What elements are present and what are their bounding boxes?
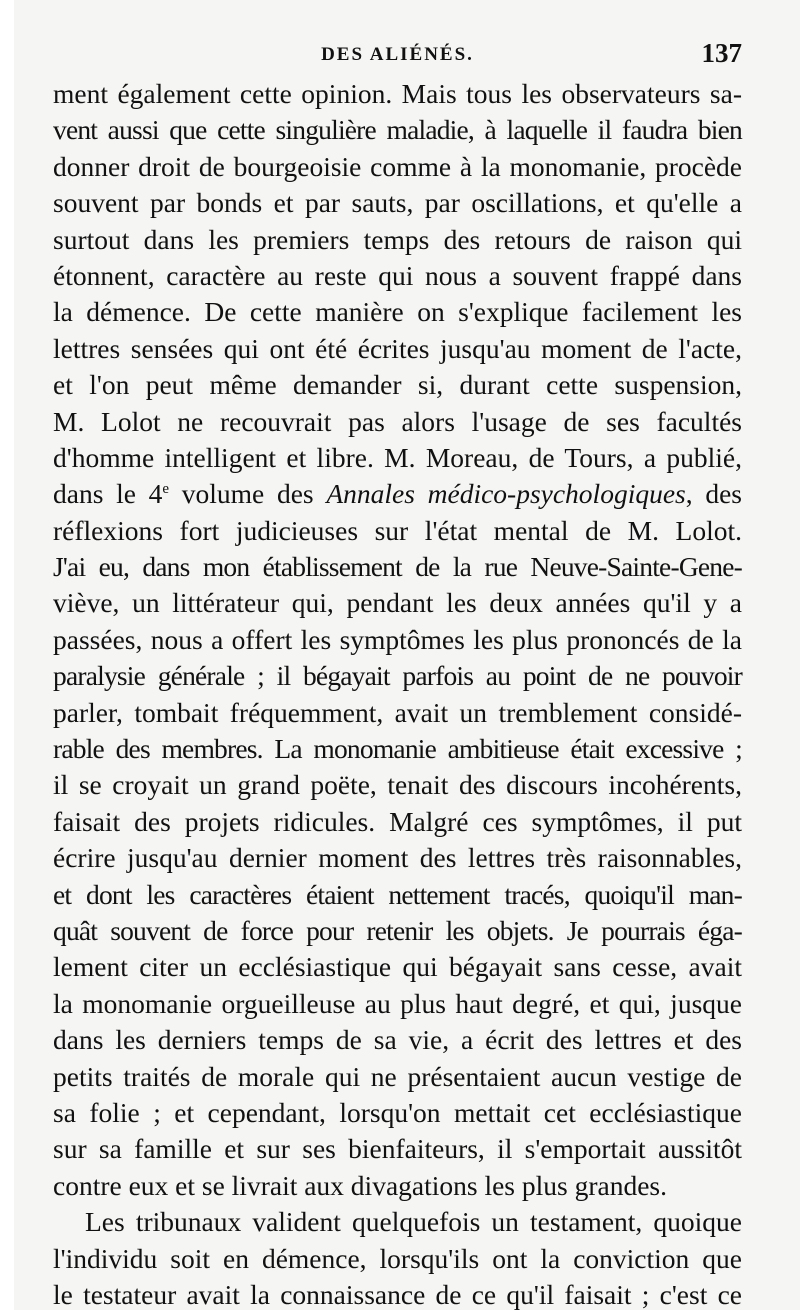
text-line: petits traités de morale qui ne présentaient aucun vestige de: [53, 1060, 742, 1092]
text-line: Les tribunaux valident quelquefois un testament, quoique: [85, 1206, 742, 1238]
text-line: paralysie générale ; il bégayait parfois au point de ne pouvoir: [53, 660, 742, 692]
text-line: surtout dans les premiers temps des retours de raison qui: [53, 223, 742, 255]
text-line: la monomanie orgueilleuse au plus haut degré, et qui, jusque: [53, 987, 742, 1019]
text-line: rable des membres. La monomanie ambitieuse était excessive ;: [53, 733, 742, 765]
text-line: étonnent, caractère au reste qui nous a souvent frappé dans: [53, 259, 742, 291]
text-line: vent aussi que cette singulière maladie, à laquelle il faudra bien: [53, 114, 742, 146]
text-line: dans le 4e volume des Annales médico-psychologiques, des: [53, 478, 742, 510]
text-line: réflexions fort judicieuses sur l'état mental de M. Lolot.: [53, 514, 742, 546]
text-line: dans les derniers temps de sa vie, a écrit des lettres et des: [53, 1024, 742, 1056]
running-head: DES ALIÉNÉS.: [321, 44, 474, 65]
text-line: souvent par bonds et par sauts, par oscillations, et qu'elle a: [53, 187, 742, 219]
text-line: viève, un littérateur qui, pendant les deux années qu'il y a: [53, 587, 742, 619]
text-line: il se croyait un grand poëte, tenait des discours incohérents,: [53, 769, 742, 801]
scan-margin: [0, 0, 14, 1310]
text-line: lement citer un ecclésiastique qui bégayait sans cesse, avait: [53, 951, 742, 983]
text-line: parler, tombait fréquemment, avait un tremblement considé-: [53, 696, 742, 728]
page-header: [53, 36, 742, 76]
text-line: passées, nous a offert les symptômes les plus prononcés de la: [53, 623, 742, 655]
text-line: contre eux et se livrait aux divagations les plus grandes.: [53, 1169, 667, 1201]
text-line: et dont les caractères étaient nettement tracés, quoiqu'il man-: [53, 878, 742, 910]
text-line: écrire jusqu'au dernier moment des lettres très raisonnables,: [53, 842, 742, 874]
text-line: d'homme intelligent et libre. M. Moreau, de Tours, a publié,: [53, 441, 742, 473]
text-line: faisait des projets ridicules. Malgré ces symptômes, il put: [53, 805, 742, 837]
text-line: quât souvent de force pour retenir les objets. Je pourrais éga-: [53, 914, 742, 946]
text-line: et l'on peut même demander si, durant cette suspension,: [53, 369, 742, 401]
text-line: lettres sensées qui ont été écrites jusqu'au moment de l'acte,: [53, 332, 742, 364]
text-line: ment également cette opinion. Mais tous les observateurs sa-: [53, 78, 742, 109]
text-line: M. Lolot ne recouvrait pas alors l'usage de ses facultés: [53, 405, 742, 437]
text-line: le testateur avait la connaissance de ce qu'il faisait ; c'est ce: [53, 1278, 742, 1310]
text-line: l'individu soit en démence, lorsqu'ils ont la conviction que: [53, 1242, 742, 1274]
text-line: sa folie ; et cependant, lorsqu'on mettait cet ecclésiastique: [53, 1096, 742, 1128]
text-line: sur sa famille et sur ses bienfaiteurs, il s'emportait aussitôt: [53, 1133, 742, 1165]
page-number: 137: [701, 38, 742, 68]
text-line: donner droit de bourgeoisie comme à la monomanie, procède: [53, 150, 742, 182]
body-text: [53, 76, 742, 1310]
text-line: J'ai eu, dans mon établissement de la rue Neuve-Sainte-Gene-: [53, 551, 742, 583]
text-line: la démence. De cette manière on s'explique facilement les: [53, 296, 742, 328]
